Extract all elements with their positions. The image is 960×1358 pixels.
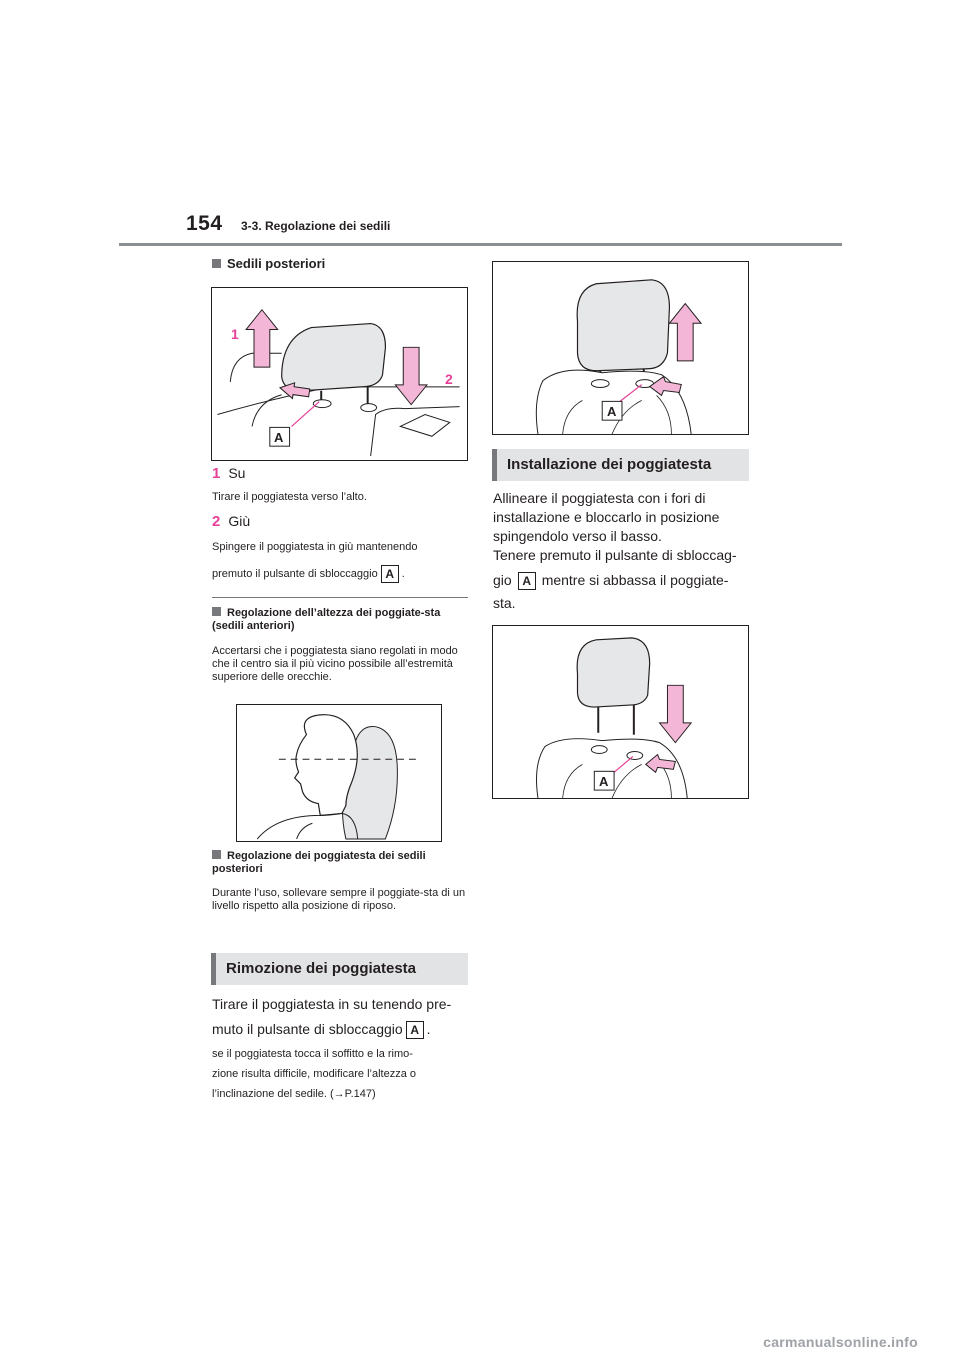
watermark-text: carmanualsonline.info	[763, 1334, 918, 1350]
header-rule	[119, 243, 842, 246]
height-adjust-text: Accertarsi che i poggiatesta siano regolati in modo che il centro sia il più vicino possibile all’estremità superiore delle orecchie.	[212, 645, 458, 683]
callout-a-box: A	[381, 565, 399, 583]
step-1	[212, 465, 245, 482]
section-title: 3-3. Regolazione dei sedili	[241, 219, 391, 233]
step-2-text-line1: Spingere il poggiatesta in giù mantenendo	[212, 541, 418, 553]
rear-seats-title: Sedili posteriori	[227, 256, 326, 271]
fig1-label-2: 2	[445, 371, 453, 387]
height-adjust-heading	[212, 607, 470, 633]
figure-rear-headrest-adjust	[211, 287, 468, 461]
rear-seats-heading	[212, 256, 325, 271]
install-text-line4: Tenere premuto il pulsante di sbloccag-	[493, 547, 737, 563]
callout-a-box: A	[518, 572, 536, 590]
rear-adjust-text: Durante l’uso, sollevare sempre il poggiate-sta di un livello rispetto alla posizione di riposo.	[212, 887, 466, 912]
head-profile-illustration	[237, 705, 441, 841]
removal-note-line3: l’inclinazione del sedile. (→P.147)	[212, 1088, 376, 1100]
bullet-square-icon	[212, 607, 221, 616]
install-text-line1: Allineare il poggiatesta con i fori di	[493, 490, 706, 506]
height-adjust-title: Regolazione dell’altezza dei poggiate-sta (sedili anteriori)	[212, 607, 441, 632]
removal-text-line2: muto il pulsante di sbloccaggio A .	[212, 1021, 431, 1038]
step-2-title: Giù	[228, 513, 251, 529]
removal-heading: Rimozione dei poggiatesta	[211, 953, 468, 985]
removal-note-line1: se il poggiatesta tocca il soffitto e la rimo-	[212, 1048, 413, 1060]
fig1-callout-a: A	[274, 430, 284, 445]
install-text-line3: spingendolo verso il basso.	[493, 528, 662, 544]
step-1-number: 1	[212, 465, 221, 482]
step-2	[212, 513, 250, 530]
figure-headrest-removal	[492, 261, 749, 435]
install-text-line2: installazione e bloccarlo in posizione	[493, 509, 720, 525]
fig4-callout-a: A	[599, 774, 609, 789]
rear-headrest-illustration	[212, 288, 467, 460]
figure-headrest-install	[492, 625, 749, 799]
bullet-square-icon	[212, 259, 221, 268]
install-text-line5: gio A mentre si abbassa il poggiate-	[493, 572, 729, 589]
headrest-install-illustration	[493, 626, 748, 798]
callout-a-box: A	[406, 1021, 424, 1039]
section-divider	[212, 597, 468, 598]
removal-note-line2: zione risulta difficile, modificare l’altezza o	[212, 1068, 416, 1080]
bullet-square-icon	[212, 850, 221, 859]
step-1-text: Tirare il poggiatesta verso l’alto.	[212, 491, 367, 503]
fig1-label-1: 1	[231, 326, 239, 342]
figure-head-height	[236, 704, 442, 842]
rear-adjust-title: Regolazione dei poggiatesta dei sedili posteriori	[212, 850, 426, 875]
rear-adjust-heading	[212, 850, 470, 876]
install-heading: Installazione dei poggiatesta	[492, 449, 749, 481]
install-text-line6: sta.	[493, 595, 516, 611]
page-number: 154	[186, 212, 223, 235]
headrest-removal-illustration	[493, 262, 748, 434]
removal-text-line1: Tirare il poggiatesta in su tenendo pre-	[212, 996, 452, 1012]
step-2-number: 2	[212, 513, 221, 530]
fig3-callout-a: A	[607, 404, 617, 419]
step-2-text-line2: premuto il pulsante di sbloccaggio A .	[212, 567, 405, 581]
step-1-title: Su	[228, 465, 246, 481]
